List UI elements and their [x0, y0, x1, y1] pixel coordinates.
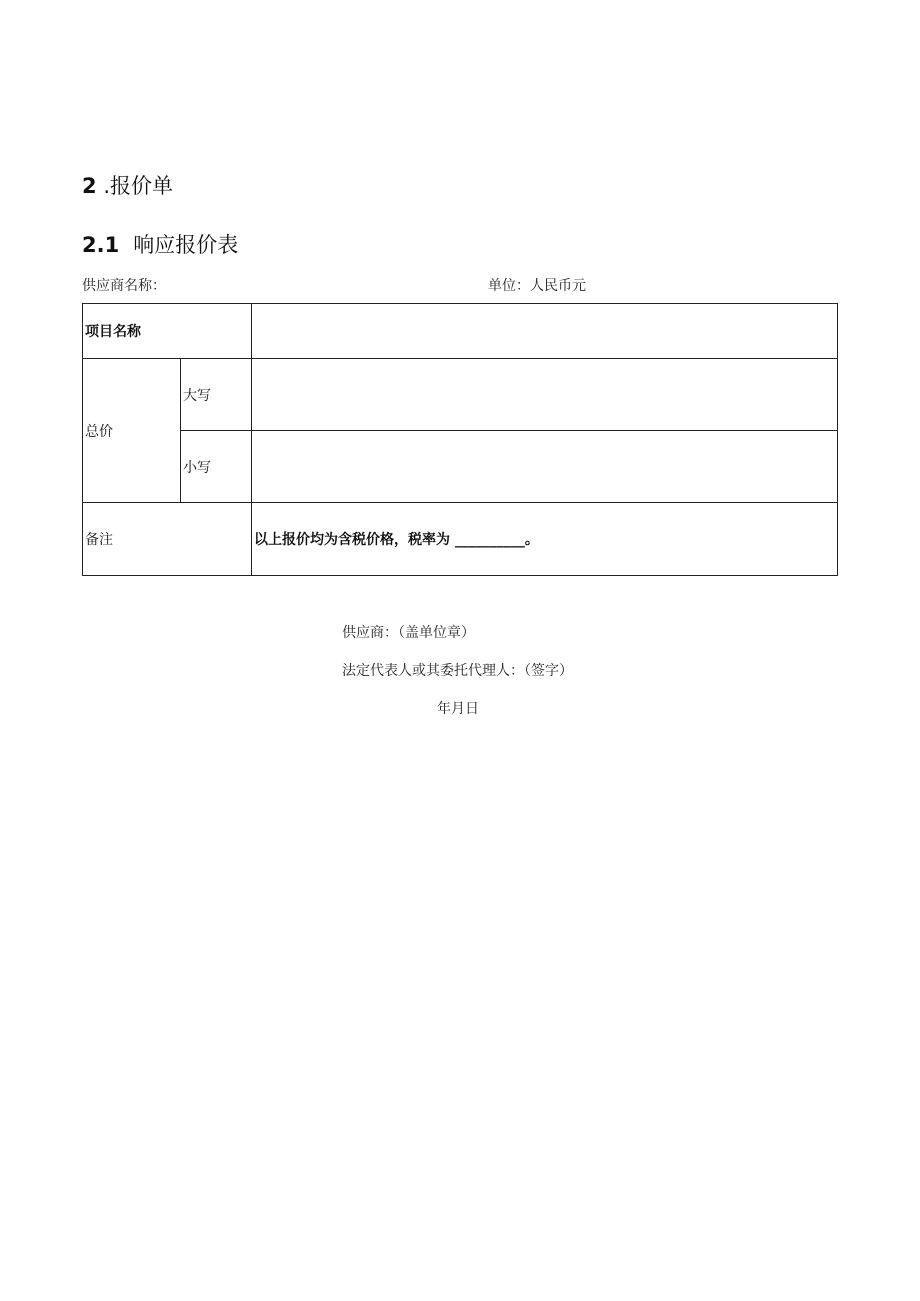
- lowercase-amount-cell[interactable]: [252, 431, 838, 503]
- project-name-cell[interactable]: [252, 304, 838, 359]
- quote-table: [82, 303, 838, 576]
- lowercase-label: 小写: [181, 431, 252, 503]
- table-row: [83, 304, 838, 359]
- subsection-title: 响应报价表: [133, 233, 239, 257]
- table-row: [83, 359, 838, 431]
- section-number: 2: [82, 174, 97, 198]
- uppercase-label: 大写: [181, 359, 252, 431]
- representative-signature-line: 法定代表人或其委托代理人：（签字）: [342, 663, 573, 679]
- supplier-seal-line: 供应商：（盖单位章）: [342, 625, 475, 641]
- date-line: 年月日: [437, 701, 479, 717]
- remarks-text: 以上报价均为含税价格，税率为 __________。: [252, 503, 838, 576]
- table-row: [83, 503, 838, 576]
- currency-unit-label: 单位：人民币元: [488, 278, 586, 294]
- subsection-number: 2.1: [82, 233, 120, 257]
- subsection-heading: [82, 229, 238, 259]
- remarks-label: 备注: [83, 503, 252, 576]
- project-name-label: 项目名称: [83, 304, 252, 359]
- section-heading: [82, 170, 173, 200]
- uppercase-amount-cell[interactable]: [252, 359, 838, 431]
- supplier-name-label: 供应商名称：: [82, 278, 166, 294]
- section-title: .报价单: [103, 174, 173, 198]
- table-row: [83, 431, 838, 503]
- total-price-label: 总价: [83, 359, 181, 503]
